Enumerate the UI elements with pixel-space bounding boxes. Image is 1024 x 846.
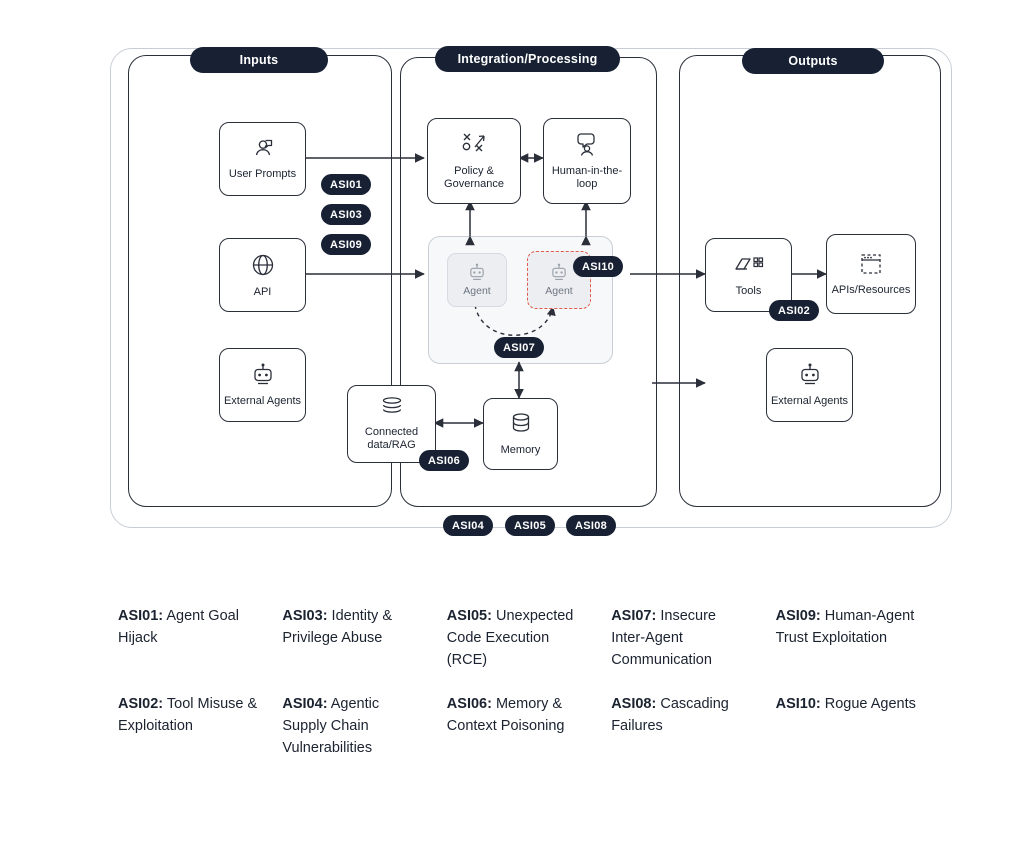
badge-asi04[interactable] <box>443 515 493 536</box>
badge-asi08[interactable] <box>566 515 616 536</box>
badge-asi08-label: ASI08 <box>575 519 608 532</box>
node-apis-resources-label: APIs/Resources <box>831 283 911 296</box>
legend-code: ASI04: <box>282 696 328 712</box>
node-user-prompts-label: User Prompts <box>228 167 297 180</box>
node-agent-right-label: Agent <box>545 285 573 297</box>
node-agent-left[interactable] <box>447 253 507 307</box>
legend-item <box>118 605 260 671</box>
badge-asi07-label: ASI07 <box>503 341 536 354</box>
badge-asi02-label: ASI02 <box>778 304 811 317</box>
legend-code: ASI08: <box>611 696 657 712</box>
legend-text: Memory & Context Poisoning <box>446 696 565 734</box>
badge-asi03-label: ASI03 <box>330 208 363 221</box>
node-external-agents-output[interactable] <box>766 348 853 422</box>
panel-inputs-title-label: Inputs <box>239 53 279 67</box>
human-in-the-loop-icon <box>574 131 600 161</box>
legend-text: Human-Agent Trust Exploitation <box>775 608 915 646</box>
globe-icon <box>250 252 276 282</box>
legend-text: Unexpected Code Execution (RCE) <box>446 608 574 668</box>
panel-outputs-title <box>742 48 884 74</box>
robot-icon <box>467 263 487 285</box>
user-prompt-icon <box>250 138 276 164</box>
node-agent-left-label: Agent <box>463 285 491 297</box>
legend-text: Agent Goal Hijack <box>118 608 239 646</box>
panel-outputs-title-label: Outputs <box>788 54 838 68</box>
node-external-agents-input-label: External Agents <box>223 394 302 407</box>
legend-code: ASI06: <box>446 696 492 712</box>
legend-item <box>611 605 753 671</box>
badge-asi01[interactable] <box>321 174 371 195</box>
node-api[interactable] <box>219 238 306 312</box>
legend-item <box>776 693 918 759</box>
legend <box>118 605 918 759</box>
legend-code: ASI09: <box>775 608 821 624</box>
badge-asi10[interactable] <box>573 256 623 277</box>
legend-code: ASI02: <box>118 696 164 712</box>
node-external-agents-output-label: External Agents <box>770 394 849 407</box>
badge-asi10-label: ASI10 <box>582 260 615 273</box>
badge-asi07[interactable] <box>494 337 544 358</box>
badge-asi01-label: ASI01 <box>330 178 363 191</box>
badge-asi06[interactable] <box>419 450 469 471</box>
node-tools-label: Tools <box>735 284 762 297</box>
legend-text: Rogue Agents <box>820 696 916 712</box>
legend-text: Agentic Supply Chain Vulnerabilities <box>282 696 380 756</box>
badge-asi06-label: ASI06 <box>428 454 461 467</box>
node-external-agents-input[interactable] <box>219 348 306 422</box>
node-apis-resources[interactable] <box>826 234 916 314</box>
legend-item <box>282 605 424 671</box>
node-human-in-the-loop[interactable] <box>543 118 631 204</box>
badge-asi03[interactable] <box>321 204 371 225</box>
legend-code: ASI10: <box>775 696 821 712</box>
robot-icon <box>797 363 823 391</box>
panel-integration-title-label: Integration/Processing <box>457 52 598 66</box>
legend-text: Identity & Privilege Abuse <box>282 608 393 646</box>
tools-icon <box>733 253 765 281</box>
panel-inputs-title <box>190 47 328 73</box>
database-icon <box>509 412 533 440</box>
legend-code: ASI07: <box>611 608 657 624</box>
node-policy-governance-label: Policy & Governance <box>444 165 504 190</box>
robot-icon <box>250 363 276 391</box>
legend-item <box>447 693 589 759</box>
node-memory[interactable] <box>483 398 558 470</box>
legend-item <box>776 605 918 671</box>
legend-item <box>611 693 753 759</box>
legend-item <box>282 693 424 759</box>
legend-text: Tool Misuse & Exploitation <box>118 696 258 734</box>
robot-icon <box>549 263 569 285</box>
legend-code: ASI03: <box>282 608 328 624</box>
node-api-label: API <box>253 285 272 298</box>
policy-governance-icon <box>459 131 489 161</box>
legend-item <box>447 605 589 671</box>
legend-text: Insecure Inter-Agent Communication <box>611 608 716 668</box>
badge-asi05[interactable] <box>505 515 555 536</box>
legend-text: Cascading Failures <box>611 696 729 734</box>
stack-icon <box>379 396 405 422</box>
window-icon <box>858 252 884 280</box>
badge-asi09[interactable] <box>321 234 371 255</box>
node-user-prompts[interactable] <box>219 122 306 196</box>
node-policy-governance[interactable] <box>427 118 521 204</box>
node-memory-label: Memory <box>500 443 541 456</box>
panel-integration-title <box>435 46 620 72</box>
node-connected-data-rag-label: Connected data/RAG <box>364 426 419 451</box>
badge-asi04-label: ASI04 <box>452 519 485 532</box>
legend-code: ASI05: <box>446 608 492 624</box>
node-human-in-the-loop-label: Human-in-the-loop <box>551 165 623 190</box>
badge-asi09-label: ASI09 <box>330 238 363 251</box>
legend-item <box>118 693 260 759</box>
badge-asi02[interactable] <box>769 300 819 321</box>
legend-code: ASI01: <box>118 608 164 624</box>
badge-asi05-label: ASI05 <box>514 519 547 532</box>
